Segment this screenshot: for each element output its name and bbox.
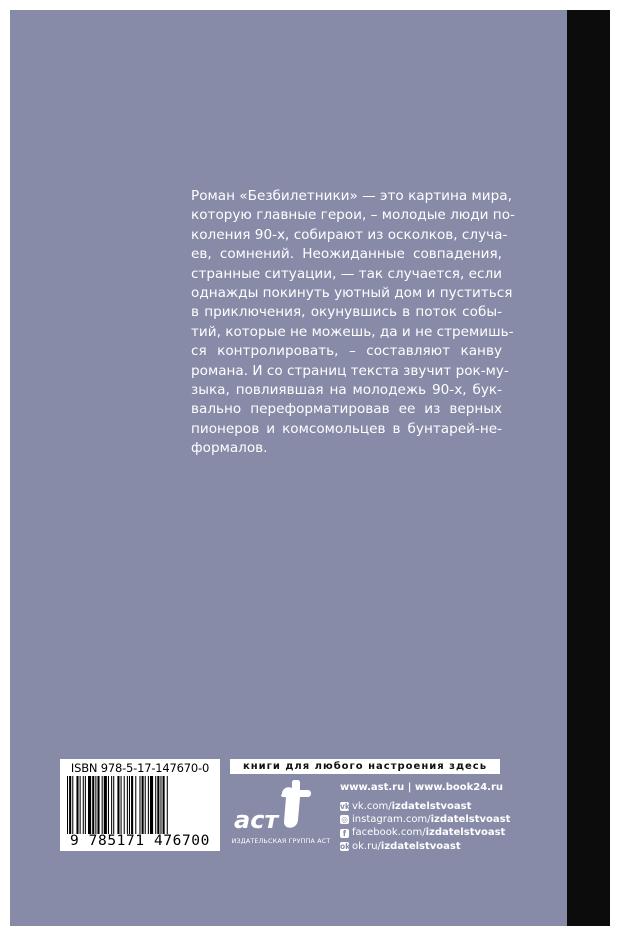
book-spine	[567, 10, 610, 926]
barcode-digits: 9 785171 476700	[70, 833, 210, 849]
blurb-line: ся контролировать, – составляют канву	[191, 343, 502, 360]
website-link-ast[interactable]: www.ast.ru	[340, 782, 405, 793]
slogan-banner: книги для любого настроения здесь	[230, 759, 500, 774]
blurb-line: в приключения, окунувшись в поток собы-	[191, 304, 502, 321]
social-handle: izdatelstvoast	[425, 827, 506, 839]
social-links	[340, 800, 510, 853]
blurb-line: ев, сомнений. Неожиданные совпадения,	[191, 246, 502, 263]
barcode-panel	[60, 759, 220, 851]
social-link-facebook[interactable]	[340, 826, 510, 839]
facebook-icon: f	[340, 829, 349, 838]
website-link-book24[interactable]: www.book24.ru	[414, 782, 504, 793]
blurb-line: зыка, повлиявшая на молодежь 90-х, бук-	[191, 382, 502, 399]
odnoklassniki-icon: ok	[340, 841, 351, 851]
social-handle: izdatelstvoast	[391, 801, 472, 812]
book-blurb	[191, 187, 515, 459]
blurb-line: пионеров и комсомольцев в бунтарей-не-	[191, 420, 502, 437]
barcode-icon	[67, 776, 213, 834]
blurb-line: тий, которые не можешь, да и не стремишь-	[191, 323, 514, 340]
blurb-line: которую главные герои, – молодые люди по-	[191, 207, 515, 224]
website-links	[340, 782, 503, 793]
blurb-line: однажды покинуть уютный дом и пуститься	[191, 285, 513, 302]
social-prefix: ok.ru/	[352, 840, 381, 852]
publisher-imprint: ИЗДАТЕЛЬСКАЯ ГРУППА АСТ	[231, 838, 331, 845]
blurb-line: романа. И со страниц текста звучит рок-му-	[191, 362, 509, 379]
social-prefix: facebook.com/	[352, 827, 426, 839]
ast-logo	[232, 780, 327, 840]
logo-wordmark: аст	[234, 806, 279, 834]
social-link-instagram[interactable]	[340, 813, 510, 826]
blurb-line: вально переформатировав ее из верных	[191, 401, 502, 418]
vk-icon: vk	[340, 802, 350, 812]
blurb-line: странные ситуации, — так случается, если	[191, 265, 502, 282]
isbn-number: ISBN 978-5-17-147670-0	[70, 761, 210, 775]
instagram-icon: ◎	[341, 815, 348, 825]
social-link-vk[interactable]	[340, 800, 510, 813]
blurb-line: коления 90-х, собирают из осколков, случа-	[191, 226, 508, 243]
social-prefix: vk.com/	[352, 801, 392, 812]
separator: |	[407, 782, 412, 793]
blurb-line: Роман «Безбилетники» — это картина мира,	[191, 188, 512, 204]
social-handle: izdatelstvoast	[430, 814, 511, 826]
social-handle: izdatelstvoast	[380, 840, 461, 852]
blurb-line: формалов.	[191, 440, 268, 457]
social-link-odnoklassniki[interactable]	[340, 840, 510, 853]
social-prefix: instagram.com/	[352, 814, 431, 826]
